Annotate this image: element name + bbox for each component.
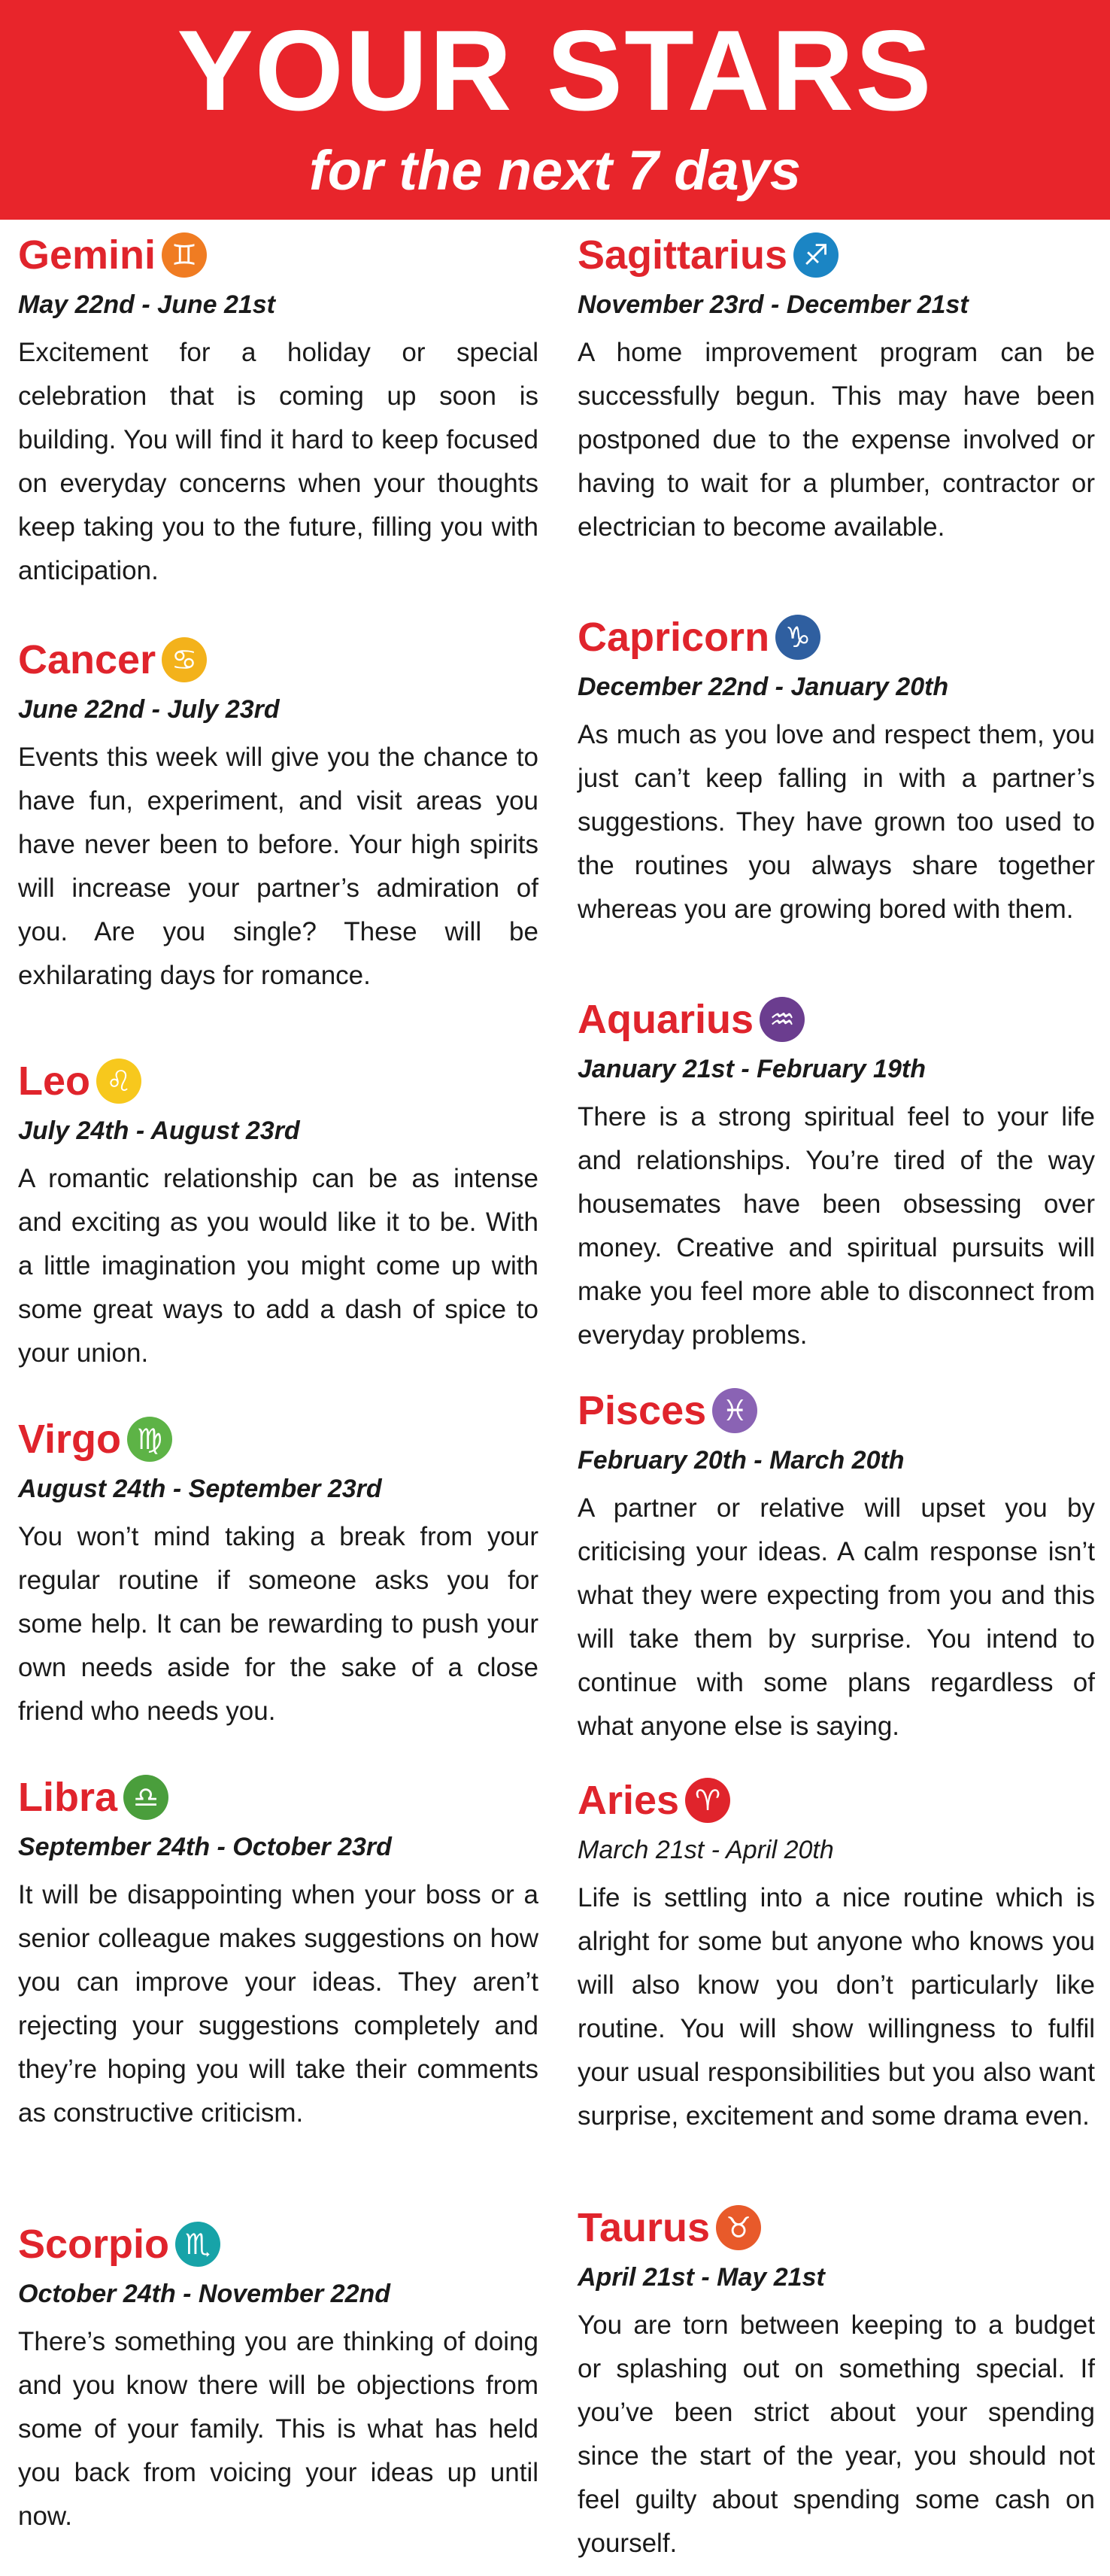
sign-aries: [578, 1774, 1095, 2138]
sign-date: November 23rd - December 21st: [578, 290, 969, 319]
capricorn-icon: ♑: [775, 615, 820, 660]
banner-subtitle: for the next 7 days: [309, 139, 801, 202]
sign-taurus: [578, 2201, 1095, 2565]
scorpio-icon: ♏: [175, 2222, 220, 2267]
sign-date: July 24th - August 23rd: [18, 1116, 300, 1145]
leo-icon: ♌: [96, 1059, 141, 1104]
sign-name: Sagittarius: [578, 232, 788, 278]
sign-text: Excitement for a holiday or special celebration that is coming up soon is building. You will find it hard to keep focused on everyday concerns when your thoughts keep taking you to the future, filling you with anticipation.: [18, 338, 538, 585]
gemini-icon: ♊: [162, 232, 207, 278]
pisces-icon: ♓: [712, 1388, 757, 1433]
sign-sagittarius: [578, 229, 1095, 549]
sign-name: Pisces: [578, 1388, 707, 1433]
sign-text: There’s something you are thinking of doing and you know there will be objections from some of your family. This is what has held you back from voicing your ideas up until now.: [18, 2327, 538, 2531]
sign-leo: [18, 1055, 538, 1375]
sign-name: Aquarius: [578, 997, 754, 1042]
sign-pisces: [578, 1384, 1095, 1748]
sign-date: October 24th - November 22nd: [18, 2280, 391, 2308]
banner-title: YOUR STARS: [177, 7, 933, 135]
sign-libra: [18, 1771, 538, 2135]
aquarius-icon: ♒: [760, 997, 805, 1042]
sign-date: September 24th - October 23rd: [18, 1833, 392, 1861]
sign-date: June 22nd - July 23rd: [18, 695, 280, 724]
sign-date: January 21st - February 19th: [578, 1055, 926, 1083]
taurus-icon: ♉: [716, 2205, 761, 2250]
sign-text: You won’t mind taking a break from your regular routine if someone asks you for some help. It can be rewarding to push your own needs aside for the sake of a close friend who needs you.: [18, 1522, 538, 1726]
sign-date: December 22nd - January 20th: [578, 673, 949, 701]
sign-name: Gemini: [18, 232, 156, 278]
sign-name: Capricorn: [578, 615, 770, 660]
sign-date: February 20th - March 20th: [578, 1446, 905, 1475]
sign-name: Taurus: [578, 2205, 711, 2250]
sign-date: May 22nd - June 21st: [18, 290, 276, 319]
sign-capricorn: [578, 611, 1095, 931]
sign-date: April 21st - May 21st: [578, 2263, 825, 2292]
sign-date: August 24th - September 23rd: [18, 1475, 382, 1503]
sign-name: Aries: [578, 1778, 680, 1823]
sign-text: Life is settling into a nice routine which is alright for some but anyone who knows you will also know you don’t particularly like routine. You will show willingness to fulfil your usual responsibilities but you also want surprise, excitement and some drama even.: [578, 1883, 1095, 2131]
sign-text: A partner or relative will upset you by criticising your ideas. A calm response isn’t what they were expecting from you and this will take them by surprise. You intend to continue with some plans regardless of what anyone else is saying.: [578, 1493, 1095, 1741]
horoscope-columns: [0, 220, 1110, 2576]
sign-cancer: [18, 633, 538, 998]
banner: [0, 0, 1110, 220]
sign-aquarius: [578, 993, 1095, 1357]
aries-icon: ♈: [685, 1778, 730, 1823]
sign-name: Leo: [18, 1059, 91, 1104]
cancer-icon: ♋: [162, 637, 207, 682]
virgo-icon: ♍: [127, 1417, 172, 1462]
sign-text: As much as you love and respect them, you just can’t keep falling in with a partner’s suggestions. They have grown too used to the routines you always share together whereas you are growing bored with them.: [578, 720, 1095, 924]
sign-scorpio: [18, 2218, 538, 2538]
sign-text: There is a strong spiritual feel to your life and relationships. You’re tired of the way housemates have been obsessing over money. Creative and spiritual pursuits will make you feel more able to disconnect from everyday problems.: [578, 1102, 1095, 1350]
sign-name: Scorpio: [18, 2222, 170, 2267]
sign-virgo: [18, 1413, 538, 1733]
sign-name: Cancer: [18, 637, 156, 682]
sign-text: Events this week will give you the chance to have fun, experiment, and visit areas you have never been to before. Your high spirits will increase your partner’s admiration of you. Are you single? These will be exhilarating days for romance.: [18, 743, 538, 990]
sign-text: A home improvement program can be successfully begun. This may have been postponed due to the expense involved or having to wait for a plumber, contractor or electrician to become available.: [578, 338, 1095, 542]
sign-gemini: [18, 229, 538, 593]
sign-name: Libra: [18, 1775, 118, 1820]
sign-text: It will be disappointing when your boss or a senior colleague makes suggestions on how you can improve your ideas. They aren’t rejecting your suggestions completely and they’re hoping you will take their comments as constructive criticism.: [18, 1880, 538, 2128]
libra-icon: ♎: [123, 1775, 168, 1820]
sign-date: March 21st - April 20th: [578, 1836, 834, 1864]
sign-text: A romantic relationship can be as intense and exciting as you would like it to be. With a little imagination you might come up with some great ways to add a dash of spice to your union.: [18, 1164, 538, 1368]
sign-name: Virgo: [18, 1417, 122, 1462]
sagittarius-icon: ♐: [793, 232, 839, 278]
sign-text: You are torn between keeping to a budget or splashing out on something special. If you’ve been strict about your spending since the start of the year, you should not feel guilty about spending some cash on yourself.: [578, 2310, 1095, 2558]
